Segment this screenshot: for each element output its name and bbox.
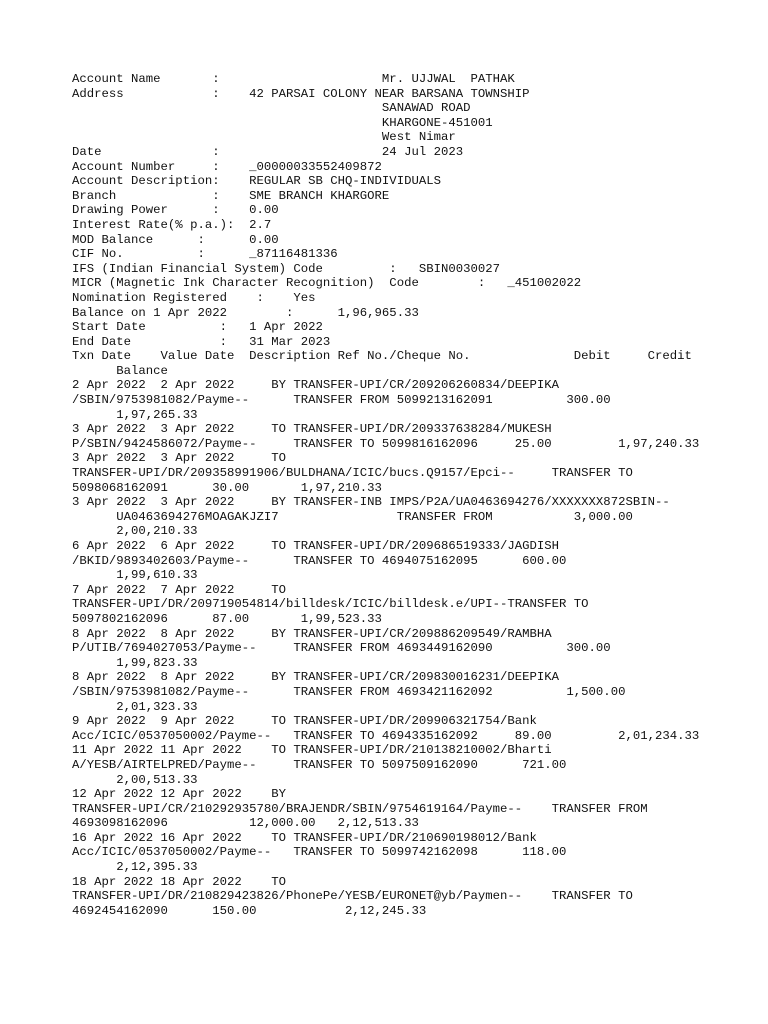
statement-line: Address : 42 PARSAI COLONY NEAR BARSANA TOWNSHIP xyxy=(72,86,530,101)
transaction-line: /BKID/9893402603/Payme-- TRANSFER TO 4694075162095 600.00 xyxy=(72,553,567,568)
transaction-line: 8 Apr 2022 8 Apr 2022 BY TRANSFER-UPI/CR/209886209549/RAMBHA xyxy=(72,626,552,641)
transaction-line: Acc/ICIC/0537050002/Payme-- TRANSFER TO 4694335162092 89.00 2,01,234.33 xyxy=(72,728,700,743)
transaction-line: 7 Apr 2022 7 Apr 2022 TO xyxy=(72,582,287,597)
transaction-line: 6 Apr 2022 6 Apr 2022 TO TRANSFER-UPI/DR/209686519333/JAGDISH xyxy=(72,539,560,553)
transaction-line: 2,01,323.33 xyxy=(72,699,198,714)
statement-line: Account Name : Mr. UJJWAL PATHAK xyxy=(72,72,515,86)
statement-line: Date : 24 Jul 2023 xyxy=(72,144,464,159)
statement-line: Balance on 1 Apr 2022 : 1,96,965.33 xyxy=(72,305,419,320)
statement-line: Drawing Power : 0.00 xyxy=(72,203,279,218)
statement-line: SANAWAD ROAD xyxy=(72,101,471,116)
transaction-line: TRANSFER-UPI/DR/209719054814/billdesk/ICIC/billdesk.e/UPI--TRANSFER TO xyxy=(72,597,589,612)
statement-line: Interest Rate(% p.a.): 2.7 xyxy=(72,217,272,232)
transaction-line: 4692454162090 150.00 2,12,245.33 xyxy=(72,903,427,918)
statement-line: CIF No. : _87116481336 xyxy=(72,247,338,262)
transaction-line: 11 Apr 2022 11 Apr 2022 TO TRANSFER-UPI/DR/210138210002/Bharti xyxy=(72,743,552,758)
transaction-line: /SBIN/9753981082/Payme-- TRANSFER FROM 4693421162092 1,500.00 xyxy=(72,684,626,699)
transaction-line: 5097802162096 87.00 1,99,523.33 xyxy=(72,611,382,626)
transaction-line: 1,97,265.33 xyxy=(72,407,198,422)
transaction-line: 4693098162096 12,000.00 2,12,513.33 xyxy=(72,816,419,831)
statement-line: MICR (Magnetic Ink Character Recognition) Code : _451002022 xyxy=(72,276,582,291)
transaction-line: 3 Apr 2022 3 Apr 2022 BY TRANSFER-INB IMPS/P2A/UA0463694276/XXXXXXX872SBIN-- xyxy=(72,495,670,510)
statement-line: KHARGONE-451001 xyxy=(72,115,493,130)
transaction-line: 1,99,610.33 xyxy=(72,568,198,583)
transaction-line: 3 Apr 2022 3 Apr 2022 TO xyxy=(72,451,287,466)
table-header: Balance xyxy=(72,363,168,378)
transaction-line: 12 Apr 2022 12 Apr 2022 BY xyxy=(72,787,287,802)
transaction-line: A/YESB/AIRTELPRED/Payme-- TRANSFER TO 5097509162090 721.00 xyxy=(72,757,567,772)
bank-statement-page xyxy=(72,72,752,918)
statement-line: West Nimar xyxy=(72,130,456,145)
statement-line: Branch : SME BRANCH KHARGORE xyxy=(72,188,390,203)
transaction-line: 2,12,395.33 xyxy=(72,860,198,875)
transaction-line: 5098068162091 30.00 1,97,210.33 xyxy=(72,480,382,495)
statement-line: Nomination Registered : Yes xyxy=(72,290,316,305)
statement-line: Account Number : _00000033552409872 xyxy=(72,159,382,174)
transaction-line: TRANSFER-UPI/DR/210829423826/PhonePe/YESB/EURONET@yb/Paymen-- TRANSFER TO xyxy=(72,889,633,904)
transaction-line: 3 Apr 2022 3 Apr 2022 TO TRANSFER-UPI/DR/209337638284/MUKESH xyxy=(72,422,552,437)
transaction-line: /SBIN/9753981082/Payme-- TRANSFER FROM 5099213162091 300.00 xyxy=(72,393,611,408)
transaction-line: 2 Apr 2022 2 Apr 2022 BY TRANSFER-UPI/CR/209206260834/DEEPIKA xyxy=(72,378,560,393)
table-header: Txn Date Value Date Description Ref No./Cheque No. Debit Credit xyxy=(72,349,692,364)
transaction-line: 2,00,210.33 xyxy=(72,524,198,539)
statement-line: IFS (Indian Financial System) Code : SBIN0030027 xyxy=(72,261,501,276)
statement-line: Account Description: REGULAR SB CHQ-INDIVIDUALS xyxy=(72,174,441,189)
transaction-line: 16 Apr 2022 16 Apr 2022 TO TRANSFER-UPI/DR/210690198012/Bank xyxy=(72,830,537,845)
transaction-line: 2,00,513.33 xyxy=(72,772,198,787)
transaction-line: TRANSFER-UPI/DR/209358991906/BULDHANA/ICIC/bucs.Q9157/Epci-- TRANSFER TO xyxy=(72,466,633,481)
transaction-line: P/UTIB/7694027053/Payme-- TRANSFER FROM 4693449162090 300.00 xyxy=(72,641,611,656)
transaction-line: 8 Apr 2022 8 Apr 2022 BY TRANSFER-UPI/CR/209830016231/DEEPIKA xyxy=(72,670,560,685)
transaction-line: Acc/ICIC/0537050002/Payme-- TRANSFER TO 5099742162098 118.00 xyxy=(72,845,567,860)
transaction-line: 18 Apr 2022 18 Apr 2022 TO xyxy=(72,874,287,889)
statement-line: Start Date : 1 Apr 2022 xyxy=(72,320,323,335)
statement-line: End Date : 31 Mar 2023 xyxy=(72,334,331,349)
transaction-line: 1,99,823.33 xyxy=(72,655,198,670)
transaction-line: TRANSFER-UPI/CR/210292935780/BRAJENDR/SBIN/9754619164/Payme-- TRANSFER FROM xyxy=(72,801,648,816)
transaction-line: P/SBIN/9424586072/Payme-- TRANSFER TO 5099816162096 25.00 1,97,240.33 xyxy=(72,436,700,451)
statement-line: MOD Balance : 0.00 xyxy=(72,232,279,247)
transaction-line: UA0463694276MOAGAKJZI7 TRANSFER FROM 3,000.00 xyxy=(72,509,633,524)
transaction-line: 9 Apr 2022 9 Apr 2022 TO TRANSFER-UPI/DR/209906321754/Bank xyxy=(72,714,537,729)
